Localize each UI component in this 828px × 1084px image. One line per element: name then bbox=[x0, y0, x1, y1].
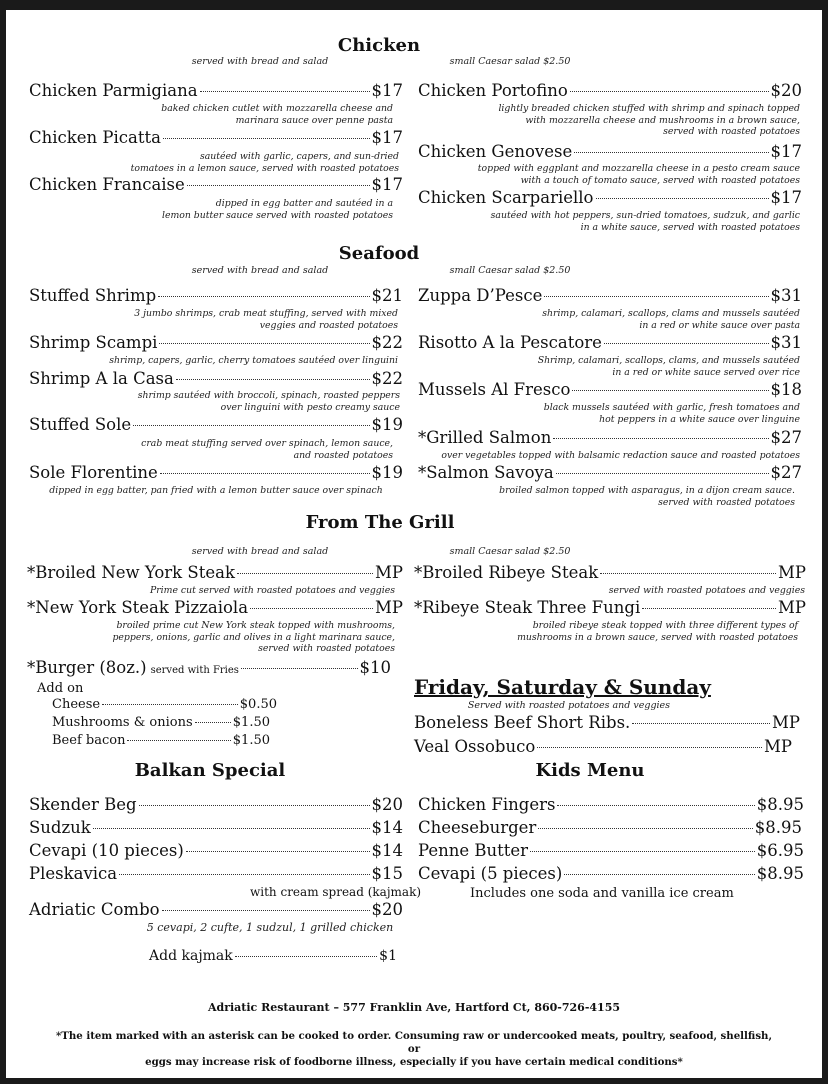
dot-leader bbox=[93, 828, 370, 829]
menu-item bbox=[418, 188, 802, 207]
dot-leader bbox=[632, 723, 770, 724]
dot-leader bbox=[159, 343, 369, 344]
item-price: $10 bbox=[359, 658, 391, 677]
menu-item bbox=[414, 737, 792, 756]
seafood-note-left: served with bread and salad bbox=[191, 265, 329, 276]
item-description: baked chicken cutlet with mozzarella cheese and marinara sauce over penne pasta bbox=[161, 103, 393, 126]
item-name: Cheeseburger bbox=[418, 818, 537, 837]
item-description: broiled ribeye steak topped with three different types of mushrooms in a brown sauce, served with roasted potatoes bbox=[517, 620, 798, 643]
item-name: Veal Ossobuco bbox=[414, 737, 536, 756]
dot-leader bbox=[556, 473, 769, 474]
addon-name: Add kajmak bbox=[149, 948, 233, 964]
kids-note: Includes one soda and vanilla ice cream bbox=[470, 886, 734, 901]
menu-item bbox=[29, 463, 403, 482]
item-price: MP bbox=[772, 713, 800, 732]
item-description: sautéed with hot peppers, sun-dried tomatoes, sudzuk, and garlic in a white sauce, served with roasted potatoes bbox=[490, 210, 800, 233]
burger-fries-note: served with Fries bbox=[150, 665, 239, 676]
addon-label: Add on bbox=[37, 681, 84, 696]
item-price: $8.95 bbox=[756, 795, 804, 814]
menu-item bbox=[29, 900, 403, 919]
dot-leader bbox=[235, 956, 377, 957]
menu-item bbox=[29, 286, 403, 305]
dot-leader bbox=[160, 473, 370, 474]
seafood-section-title: Seafood bbox=[338, 243, 420, 264]
dot-leader bbox=[237, 573, 373, 574]
grill-section-title: From The Grill bbox=[305, 512, 455, 533]
addon-price: $1.50 bbox=[232, 715, 270, 730]
item-name: Stuffed Sole bbox=[29, 415, 132, 434]
item-description: 5 cevapi, 2 cufte, 1 sudzul, 1 grilled chicken bbox=[146, 921, 394, 934]
dot-leader bbox=[538, 828, 752, 829]
item-name: Chicken Fingers bbox=[418, 795, 556, 814]
dot-leader bbox=[574, 152, 768, 153]
dot-leader bbox=[186, 851, 370, 852]
menu-item bbox=[29, 795, 403, 814]
weekend-title: Friday, Saturday & Sunday bbox=[414, 675, 711, 699]
menu-item bbox=[27, 563, 403, 582]
item-name: *Broiled New York Steak bbox=[27, 563, 235, 582]
item-name: *Broiled Ribeye Steak bbox=[414, 563, 599, 582]
menu-item bbox=[29, 175, 403, 194]
dot-leader bbox=[162, 910, 370, 911]
menu-item bbox=[29, 81, 403, 100]
item-description: served with roasted potatoes and veggies bbox=[608, 585, 805, 596]
item-name: Sole Florentine bbox=[29, 463, 158, 482]
item-name: *Grilled Salmon bbox=[418, 428, 552, 447]
frame-top bbox=[0, 0, 828, 10]
item-name: Cevapi (10 pieces) bbox=[29, 841, 184, 860]
item-price: $17 bbox=[371, 81, 403, 100]
menu-item bbox=[418, 463, 802, 482]
item-description: black mussels sautéed with garlic, fresh tomatoes and hot peppers in a white sauce over linguine bbox=[543, 402, 800, 425]
item-name: Chicken Scarpariello bbox=[418, 188, 594, 207]
dot-leader bbox=[200, 91, 370, 92]
dot-leader bbox=[544, 296, 768, 297]
item-description: shrimp, capers, garlic, cherry tomatoes sautéed over linguini bbox=[109, 355, 398, 366]
item-description: Prime cut served with roasted potatoes and veggies bbox=[149, 585, 395, 596]
item-description: over vegetables topped with balsamic redaction sauce and roasted potatoes bbox=[441, 450, 800, 461]
dot-leader bbox=[553, 438, 768, 439]
item-price: $22 bbox=[371, 333, 403, 352]
dot-leader bbox=[241, 668, 358, 669]
menu-item bbox=[29, 369, 403, 388]
menu-item bbox=[418, 818, 802, 837]
kids-section-title: Kids Menu bbox=[535, 760, 645, 781]
item-name: Shrimp Scampi bbox=[29, 333, 158, 352]
burger-item bbox=[27, 658, 391, 677]
dot-leader bbox=[600, 573, 776, 574]
item-name: *Burger (8oz.) bbox=[27, 658, 147, 677]
item-price: $20 bbox=[371, 900, 403, 919]
weekend-note: Served with roasted potatoes and veggies bbox=[467, 700, 671, 711]
item-price: $19 bbox=[371, 463, 403, 482]
item-price: $8.95 bbox=[756, 864, 804, 883]
item-description: dipped in egg batter, pan fried with a lemon butter sauce over spinach bbox=[49, 485, 383, 496]
dot-leader bbox=[596, 198, 769, 199]
item-price: $17 bbox=[371, 128, 403, 147]
grill-note-left: served with bread and salad bbox=[191, 546, 329, 557]
menu-item bbox=[29, 128, 403, 147]
item-name: Stuffed Shrimp bbox=[29, 286, 157, 305]
item-price: MP bbox=[375, 563, 403, 582]
item-name: Chicken Francaise bbox=[29, 175, 185, 194]
menu-item bbox=[418, 286, 802, 305]
dot-leader bbox=[139, 805, 370, 806]
grill-note-right: small Caesar salad $2.50 bbox=[449, 546, 571, 557]
frame-left bbox=[0, 0, 6, 1084]
item-price: MP bbox=[778, 598, 806, 617]
dot-leader bbox=[176, 379, 370, 380]
frame-bottom bbox=[0, 1078, 828, 1084]
item-price: $15 bbox=[371, 864, 403, 883]
menu-item bbox=[418, 428, 802, 447]
item-name: *Ribeye Steak Three Fungi bbox=[414, 598, 641, 617]
item-name: Shrimp A la Casa bbox=[29, 369, 174, 388]
item-price: $17 bbox=[770, 142, 802, 161]
footer-address: Adriatic Restaurant – 577 Franklin Ave, Hartford Ct, 860-726-4155 bbox=[207, 1001, 621, 1014]
item-description: dipped in egg batter and sautéed in a lemon butter sauce served with roasted potatoes bbox=[161, 198, 393, 221]
item-name: Zuppa D’Pesce bbox=[418, 286, 543, 305]
dot-leader bbox=[604, 343, 769, 344]
menu-item bbox=[29, 841, 403, 860]
item-name: Skender Beg bbox=[29, 795, 137, 814]
dot-leader bbox=[572, 390, 768, 391]
item-price: $14 bbox=[371, 818, 403, 837]
item-description: topped with eggplant and mozzarella cheese in a pesto cream sauce with a touch of tomato sauce, served with roasted potatoes bbox=[477, 163, 800, 186]
menu-item bbox=[418, 81, 802, 100]
item-price: $27 bbox=[770, 463, 802, 482]
item-name: *New York Steak Pizzaiola bbox=[27, 598, 249, 617]
menu-item bbox=[414, 713, 800, 732]
item-name: Penne Butter bbox=[418, 841, 529, 860]
dot-leader bbox=[127, 740, 230, 741]
dot-leader bbox=[530, 851, 755, 852]
menu-item bbox=[29, 864, 403, 883]
item-description: crab meat stuffing served over spinach, lemon sauce, and roasted potatoes bbox=[141, 438, 393, 461]
dot-leader bbox=[102, 704, 238, 705]
item-name: Chicken Parmigiana bbox=[29, 81, 198, 100]
item-name: Adriatic Combo bbox=[29, 900, 160, 919]
item-name: Chicken Genovese bbox=[418, 142, 573, 161]
item-price: MP bbox=[778, 563, 806, 582]
menu-item bbox=[414, 563, 806, 582]
item-price: MP bbox=[764, 737, 792, 756]
item-price: $8.95 bbox=[754, 818, 802, 837]
item-name: Mussels Al Fresco bbox=[418, 380, 571, 399]
menu-item bbox=[418, 380, 802, 399]
dot-leader bbox=[250, 608, 373, 609]
balkan-section-title: Balkan Special bbox=[134, 760, 286, 781]
item-price: $31 bbox=[770, 286, 802, 305]
dot-leader bbox=[133, 425, 369, 426]
dot-leader bbox=[642, 608, 776, 609]
item-price: $14 bbox=[371, 841, 403, 860]
menu-item bbox=[418, 333, 802, 352]
item-name: Boneless Beef Short Ribs. bbox=[414, 713, 631, 732]
menu-item bbox=[418, 864, 804, 883]
pleskavica-note: with cream spread (kajmak) bbox=[250, 885, 422, 899]
item-price: $19 bbox=[371, 415, 403, 434]
item-description: shrimp sautéed with broccoli, spinach, roasted peppers over linguini with pesto creamy sauce bbox=[137, 390, 400, 413]
item-price: $21 bbox=[371, 286, 403, 305]
dot-leader bbox=[187, 185, 370, 186]
item-name: Sudzuk bbox=[29, 818, 91, 837]
item-name: Risotto A la Pescatore bbox=[418, 333, 602, 352]
dot-leader bbox=[564, 874, 754, 875]
item-name: Chicken Portofino bbox=[418, 81, 568, 100]
item-price: $17 bbox=[371, 175, 403, 194]
menu-item bbox=[418, 841, 804, 860]
dot-leader bbox=[119, 874, 369, 875]
menu-item bbox=[29, 333, 403, 352]
kajmak-addon bbox=[149, 948, 397, 964]
item-description: shrimp, calamari, scallops, clams and mussels sautéed in a red or white sauce over pasta bbox=[542, 308, 800, 331]
item-name: Chicken Picatta bbox=[29, 128, 161, 147]
item-price: $20 bbox=[371, 795, 403, 814]
addon-price: $1.50 bbox=[232, 733, 270, 748]
seafood-note-right: small Caesar salad $2.50 bbox=[449, 265, 571, 276]
addon-item bbox=[52, 697, 277, 712]
dot-leader bbox=[570, 91, 769, 92]
chicken-section-title: Chicken bbox=[337, 35, 421, 56]
addon-price: $0.50 bbox=[239, 697, 277, 712]
addon-name: Mushrooms & onions bbox=[52, 715, 193, 730]
item-price: $18 bbox=[770, 380, 802, 399]
addon-item bbox=[52, 733, 270, 748]
menu-item bbox=[27, 598, 403, 617]
item-name: Pleskavica bbox=[29, 864, 118, 883]
dot-leader bbox=[537, 747, 762, 748]
frame-right bbox=[822, 0, 828, 1084]
item-price: $27 bbox=[770, 428, 802, 447]
addon-name: Cheese bbox=[52, 697, 101, 712]
item-name: *Salmon Savoya bbox=[418, 463, 554, 482]
menu-item bbox=[29, 818, 403, 837]
item-price: $31 bbox=[770, 333, 802, 352]
menu-item bbox=[418, 142, 802, 161]
menu-item bbox=[414, 598, 806, 617]
item-price: $17 bbox=[770, 188, 802, 207]
item-price: $6.95 bbox=[756, 841, 804, 860]
item-description: broiled prime cut New York steak topped with mushrooms, peppers, onions, garlic and olives in a light marinara sauce, served with roasted potatoes bbox=[112, 620, 395, 654]
item-description: broiled salmon topped with asparagus, in a dijon cream sauce. served with roasted potatoes bbox=[499, 485, 795, 508]
dot-leader bbox=[163, 138, 370, 139]
menu-item bbox=[29, 415, 403, 434]
item-description: Shrimp, calamari, scallops, clams, and mussels sautéed in a red or white sauce served over rice bbox=[537, 355, 800, 378]
addon-price: $1 bbox=[379, 948, 397, 964]
chicken-note-right: small Caesar salad $2.50 bbox=[449, 56, 571, 67]
addon-item bbox=[52, 715, 270, 730]
dot-leader bbox=[195, 722, 231, 723]
chicken-note-left: served with bread and salad bbox=[191, 56, 329, 67]
addon-name: Beef bacon bbox=[52, 733, 126, 748]
item-description: lightly breaded chicken stuffed with shrimp and spinach topped with mozzarella cheese and mushrooms in a brown sauce, served with roasted potatoes bbox=[498, 103, 800, 137]
dot-leader bbox=[557, 805, 754, 806]
item-name: Cevapi (5 pieces) bbox=[418, 864, 563, 883]
item-price: $20 bbox=[770, 81, 802, 100]
menu-item bbox=[418, 795, 804, 814]
dot-leader bbox=[158, 296, 369, 297]
footer-warning: *The item marked with an asterisk can be cooked to order. Consuming raw or undercooked meats, poultry, seafood, shellfish, or eggs may increase risk of foodborne illness, especially if you have certain medical conditions* bbox=[55, 1030, 773, 1068]
item-price: MP bbox=[375, 598, 403, 617]
item-description: 3 jumbo shrimps, crab meat stuffing, served with mixed veggies and roasted potatoes bbox=[134, 308, 398, 331]
item-description: sautéed with garlic, capers, and sun-dried tomatoes in a lemon sauce, served with roasted potatoes bbox=[130, 151, 399, 174]
item-price: $22 bbox=[371, 369, 403, 388]
